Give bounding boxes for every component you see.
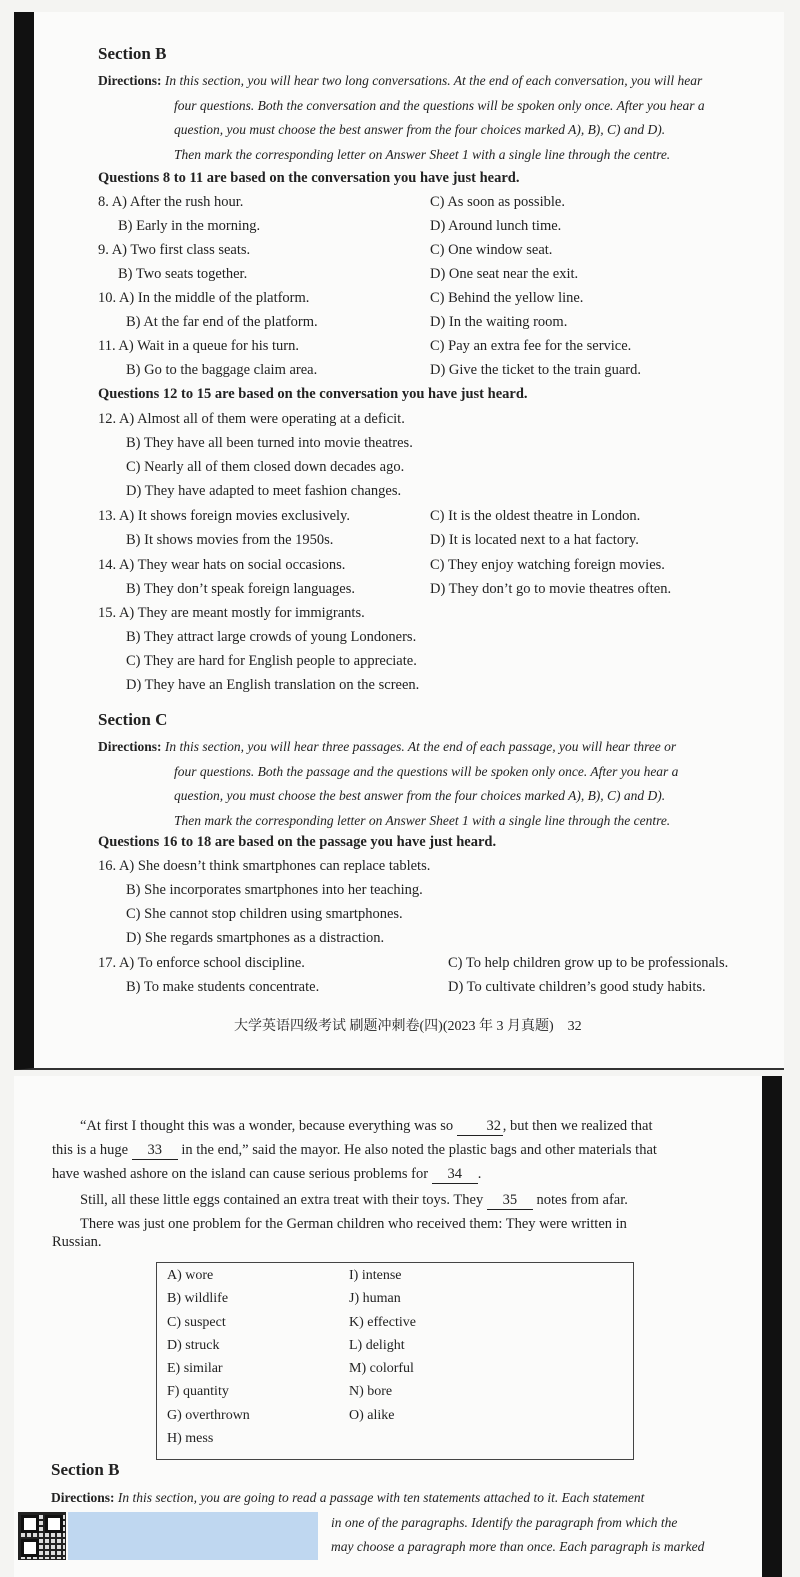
directions-line-2: four questions. Both the conversation and the questions will be spoken only once. After you hear a	[174, 97, 705, 113]
paragraph-3-line-2: Russian.	[52, 1234, 102, 1250]
section-b-title-2: Section B	[51, 1460, 120, 1479]
q12-option-c[interactable]: C) Nearly all of them closed down decades ago.	[126, 459, 405, 475]
q8-option-b[interactable]: B) Early in the morning.	[118, 218, 261, 234]
watermark-banner	[68, 1512, 318, 1560]
paragraph-line-2	[52, 1138, 657, 1162]
text-segment: Still, all these little eggs contained an extra treat with their toys. They	[80, 1192, 484, 1208]
q17-option-a[interactable]: 17. A) To enforce school discipline.	[98, 955, 305, 971]
word-option-d[interactable]: D) struck	[167, 1338, 220, 1353]
exam-page-next	[14, 1076, 782, 1577]
paragraph-line-3	[52, 1162, 481, 1186]
q11-option-c[interactable]: C) Pay an extra fee for the service.	[430, 338, 632, 354]
q14-option-b[interactable]: B) They don’t speak foreign languages.	[126, 581, 355, 597]
q14-option-a[interactable]: 14. A) They wear hats on social occasions.	[98, 557, 346, 573]
blank-32[interactable]: 32	[457, 1117, 503, 1136]
directions-label: Directions:	[98, 739, 162, 754]
blank-33[interactable]: 33	[132, 1141, 178, 1160]
section-c-directions	[98, 735, 678, 833]
word-option-l[interactable]: L) delight	[349, 1338, 405, 1353]
word-option-n[interactable]: N) bore	[349, 1384, 393, 1399]
directions-line-1: In this section, you will hear three passages. At the end of each passage, you will hear three or	[164, 739, 677, 754]
questions-12-15-heading: Questions 12 to 15 are based on the conversation you have just heard.	[98, 386, 528, 402]
q15-option-a[interactable]: 15. A) They are meant mostly for immigrants.	[98, 605, 365, 621]
q8-option-a[interactable]: 8. A) After the rush hour.	[98, 194, 244, 210]
directions-line-1: In this section, you are going to read a passage with ten statements attached to it. Each statement	[117, 1490, 645, 1505]
qr-finder-icon	[21, 1539, 39, 1557]
q11-option-a[interactable]: 11. A) Wait in a queue for his turn.	[98, 338, 299, 354]
q13-option-a[interactable]: 13. A) It shows foreign movies exclusively.	[98, 508, 350, 524]
text-segment: “At first I thought this was a wonder, because everything was so	[80, 1118, 454, 1134]
q12-option-a[interactable]: 12. A) Almost all of them were operating at a deficit.	[98, 411, 405, 427]
text-segment: in the end,” said the mayor. He also noted the plastic bags and other materials that	[181, 1142, 657, 1158]
directions-label: Directions:	[51, 1490, 115, 1505]
word-option-b[interactable]: B) wildlife	[167, 1291, 229, 1306]
q12-option-b[interactable]: B) They have all been turned into movie theatres.	[126, 435, 413, 451]
text-segment: have washed ashore on the island can cause serious problems for	[52, 1166, 429, 1182]
directions-line-2: four questions. Both the passage and the questions will be spoken only once. After you hear a	[174, 763, 679, 779]
q10-option-d[interactable]: D) In the waiting room.	[430, 314, 568, 330]
q8-option-d[interactable]: D) Around lunch time.	[430, 218, 562, 234]
directions-line-1: In this section, you will hear two long conversations. At the end of each conversation, you will hear	[164, 73, 703, 88]
questions-8-11-heading: Questions 8 to 11 are based on the conversation you have just heard.	[98, 170, 520, 186]
directions-line-4: Then mark the corresponding letter on Answer Sheet 1 with a single line through the centre.	[174, 146, 671, 162]
q17-option-b[interactable]: B) To make students concentrate.	[126, 979, 320, 995]
q16-option-d[interactable]: D) She regards smartphones as a distraction.	[126, 930, 385, 946]
q14-option-c[interactable]: C) They enjoy watching foreign movies.	[430, 557, 665, 573]
word-option-c[interactable]: C) suspect	[167, 1315, 226, 1330]
text-segment: , but then we realized that	[502, 1118, 653, 1134]
word-option-o[interactable]: O) alike	[349, 1408, 395, 1423]
q11-option-b[interactable]: B) Go to the baggage claim area.	[126, 362, 318, 378]
q9-option-c[interactable]: C) One window seat.	[430, 242, 553, 258]
directions-line-3: may choose a paragraph more than once. Each paragraph is marked	[331, 1539, 705, 1554]
q10-option-a[interactable]: 10. A) In the middle of the platform.	[98, 290, 310, 306]
q10-option-b[interactable]: B) At the far end of the platform.	[126, 314, 318, 330]
directions-line-4: Then mark the corresponding letter on Answer Sheet 1 with a single line through the centre.	[174, 812, 671, 828]
q14-option-d[interactable]: D) They don’t go to movie theatres often.	[430, 581, 672, 597]
q16-option-a[interactable]: 16. A) She doesn’t think smartphones can replace tablets.	[98, 858, 431, 874]
paragraph-line-1	[52, 1114, 653, 1138]
q10-option-c[interactable]: C) Behind the yellow line.	[430, 290, 584, 306]
q13-option-d[interactable]: D) It is located next to a hat factory.	[430, 532, 639, 548]
word-bank	[156, 1262, 634, 1460]
directions-line-3: question, you must choose the best answer from the four choices marked A), B), C) and D).	[174, 122, 666, 137]
qr-code-icon	[18, 1512, 66, 1560]
q17-option-d[interactable]: D) To cultivate children’s good study habits.	[448, 979, 706, 995]
q13-option-c[interactable]: C) It is the oldest theatre in London.	[430, 508, 641, 524]
q17-option-c[interactable]: C) To help children grow up to be professionals.	[448, 955, 729, 971]
q11-option-d[interactable]: D) Give the ticket to the train guard.	[430, 362, 641, 378]
word-option-j[interactable]: J) human	[349, 1291, 401, 1306]
q15-option-d[interactable]: D) They have an English translation on the screen.	[126, 677, 420, 693]
page-footer: 大学英语四级考试 刷题冲刺卷(四)(2023 年 3 月真题) 32	[234, 1019, 582, 1034]
section-c-title: Section C	[98, 710, 168, 729]
section-b-title: Section B	[98, 44, 167, 63]
section-b-directions	[98, 69, 705, 167]
word-option-i[interactable]: I) intense	[349, 1268, 402, 1283]
q12-option-d[interactable]: D) They have adapted to meet fashion changes.	[126, 483, 402, 499]
qr-finder-icon	[21, 1515, 39, 1533]
q15-option-b[interactable]: B) They attract large crowds of young Londoners.	[126, 629, 417, 645]
questions-16-18-heading: Questions 16 to 18 are based on the passage you have just heard.	[98, 834, 497, 850]
paragraph-2	[80, 1188, 628, 1212]
text-segment: .	[477, 1166, 482, 1182]
word-option-g[interactable]: G) overthrown	[167, 1408, 250, 1423]
q8-option-c[interactable]: C) As soon as possible.	[430, 194, 565, 210]
exam-page-32	[14, 12, 784, 1070]
word-option-h[interactable]: H) mess	[167, 1431, 214, 1446]
text-segment: this is a huge	[52, 1142, 129, 1158]
blank-35[interactable]: 35	[487, 1191, 533, 1210]
directions-line-3: question, you must choose the best answer from the four choices marked A), B), C) and D).	[174, 788, 666, 803]
word-option-e[interactable]: E) similar	[167, 1361, 223, 1376]
q15-option-c[interactable]: C) They are hard for English people to appreciate.	[126, 653, 417, 669]
q9-option-d[interactable]: D) One seat near the exit.	[430, 266, 579, 282]
word-option-k[interactable]: K) effective	[349, 1315, 416, 1330]
q9-option-b[interactable]: B) Two seats together.	[118, 266, 248, 282]
word-option-a[interactable]: A) wore	[167, 1268, 214, 1283]
q16-option-c[interactable]: C) She cannot stop children using smartphones.	[126, 906, 403, 922]
q16-option-b[interactable]: B) She incorporates smartphones into her teaching.	[126, 882, 423, 898]
directions-label: Directions:	[98, 73, 162, 88]
blank-34[interactable]: 34	[432, 1165, 478, 1184]
qr-finder-icon	[45, 1515, 63, 1533]
word-option-f[interactable]: F) quantity	[167, 1384, 229, 1399]
text-segment: notes from afar.	[536, 1192, 628, 1208]
paragraph-3-line-1: There was just one problem for the German children who received them: They were written in	[80, 1216, 627, 1232]
q13-option-b[interactable]: B) It shows movies from the 1950s.	[126, 532, 334, 548]
word-option-m[interactable]: M) colorful	[349, 1361, 414, 1376]
directions-line-2: in one of the paragraphs. Identify the paragraph from which the	[331, 1514, 678, 1530]
q9-option-a[interactable]: 9. A) Two first class seats.	[98, 242, 251, 258]
